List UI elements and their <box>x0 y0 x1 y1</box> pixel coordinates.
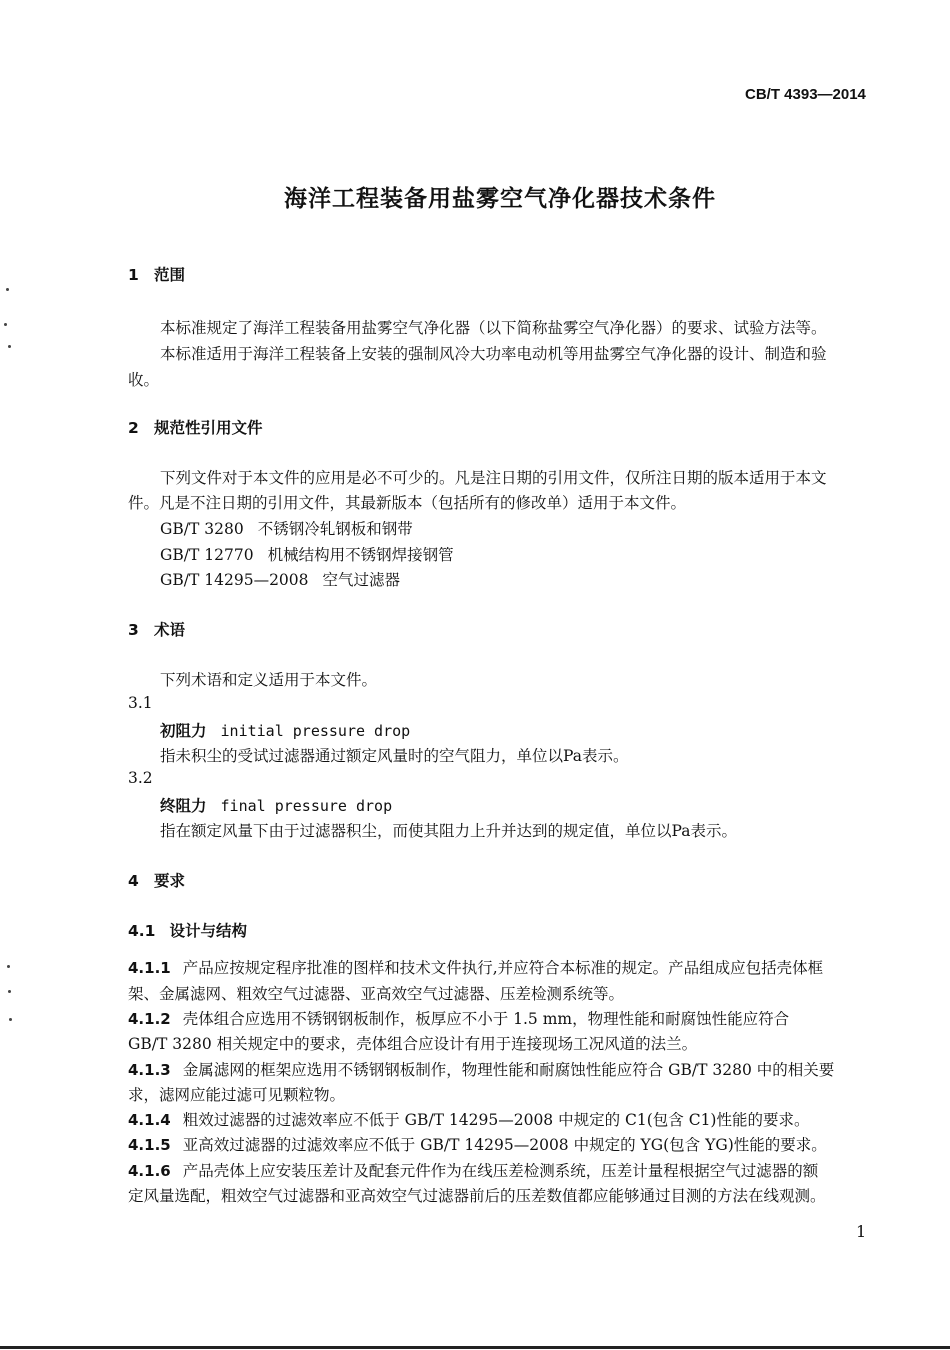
refs-intro-line-1: 下列文件对于本文件的应用是必不可少的。凡是注日期的引用文件，仅所注日期的版本适用于本文 <box>160 469 827 487</box>
reference-item <box>160 568 400 590</box>
scope-paragraph-2-cont: 收。 <box>128 371 160 389</box>
clause-text: 金属滤网的框架应选用不锈钢钢板制作，物理性能和耐腐蚀性能应符合 GB/T 3280 中的相关要 <box>182 1061 835 1079</box>
standard-code: CB/T 4393—2014 <box>745 86 866 103</box>
clause-text: 粗效过滤器的过滤效率应不低于 GB/T 14295—2008 中规定的 C1(包含 C1)性能的要求。 <box>182 1111 810 1129</box>
section-4-heading <box>128 869 185 891</box>
clause-text: 产品应按规定程序批准的图样和技术文件执行,并应符合本标准的规定。产品组成应包括壳体框 <box>182 959 824 977</box>
clause-line <box>128 1133 827 1155</box>
clause-number: 4.1.4 <box>128 1111 171 1129</box>
section-number: 4 <box>128 872 139 890</box>
term-title <box>160 794 392 816</box>
term-definition: 指未积尘的受试过滤器通过额定风量时的空气阻力，单位以Pa表示。 <box>160 747 629 765</box>
clause-number: 4.1.1 <box>128 959 171 977</box>
reference-item <box>160 543 454 565</box>
clause-number: 4.1.2 <box>128 1010 171 1028</box>
clause-number: 4.1.3 <box>128 1061 171 1079</box>
clause-text: 壳体组合应选用不锈钢钢板制作，板厚应不小于 1.5 mm，物理性能和耐腐蚀性能应符合 <box>182 1010 790 1028</box>
term-chinese: 终阻力 <box>160 797 207 815</box>
clause-line <box>128 1007 789 1029</box>
section-number: 3 <box>128 621 139 639</box>
term-english: initial pressure drop <box>220 722 411 740</box>
term-title <box>160 719 410 741</box>
page-number: 1 <box>856 1222 867 1241</box>
scan-edge-line <box>0 1346 950 1349</box>
reference-name: 不锈钢冷轧钢板和钢带 <box>257 520 413 538</box>
scan-speck <box>9 1018 12 1021</box>
term-chinese: 初阻力 <box>160 722 207 740</box>
reference-code: GB/T 14295—2008 <box>160 571 309 589</box>
scan-speck <box>8 345 11 348</box>
reference-item <box>160 517 413 539</box>
section-1-heading <box>128 263 185 285</box>
refs-intro-line-2: 件。凡是不注日期的引用文件，其最新版本（包括所有的修改单）适用于本文件。 <box>128 494 687 512</box>
reference-code: GB/T 3280 <box>160 520 244 538</box>
clause-text: 产品壳体上应安装压差计及配套元件作为在线压差检测系统，压差计量程根据空气过滤器的额 <box>182 1162 819 1180</box>
section-title: 术语 <box>154 621 186 639</box>
terms-intro: 下列术语和定义适用于本文件。 <box>160 671 378 689</box>
reference-name: 机械结构用不锈钢焊接钢管 <box>267 546 454 564</box>
scan-speck <box>6 288 9 291</box>
reference-code: GB/T 12770 <box>160 546 254 564</box>
section-number: 1 <box>128 266 139 284</box>
term-number: 3.1 <box>128 694 153 712</box>
clause-line-cont: 架、金属滤网、粗效空气过滤器、亚高效空气过滤器、压差检测系统等。 <box>128 985 625 1003</box>
scan-speck <box>4 323 7 326</box>
section-title: 规范性引用文件 <box>154 419 263 437</box>
subsection-number: 4.1 <box>128 922 156 940</box>
document-title: 海洋工程装备用盐雾空气净化器技术条件 <box>284 186 716 212</box>
section-3-heading <box>128 618 185 640</box>
section-number: 2 <box>128 419 139 437</box>
section-2-heading <box>128 416 263 438</box>
clause-line <box>128 956 823 978</box>
term-english: final pressure drop <box>220 797 393 815</box>
term-number: 3.2 <box>128 769 153 787</box>
subsection-title: 设计与结构 <box>169 922 247 940</box>
section-title: 范围 <box>154 266 186 284</box>
clause-line-cont: 定风量选配，粗效空气过滤器和亚高效空气过滤器前后的压差数值都应能够通过目测的方法在线观测。 <box>128 1187 826 1205</box>
clause-line <box>128 1108 809 1130</box>
scan-speck <box>7 965 10 968</box>
clause-line <box>128 1058 834 1080</box>
reference-name: 空气过滤器 <box>322 571 401 589</box>
scan-speck <box>8 990 11 993</box>
clause-number: 4.1.5 <box>128 1136 171 1154</box>
subsection-4-1-heading <box>128 919 247 941</box>
clause-text: 亚高效过滤器的过滤效率应不低于 GB/T 14295—2008 中规定的 YG(包含 YG)性能的要求。 <box>182 1136 827 1154</box>
clause-line-cont: 求，滤网应能过滤可见颗粒物。 <box>128 1086 346 1104</box>
clause-line-cont: GB/T 3280 相关规定中的要求，壳体组合应设计有用于连接现场工况风道的法兰。 <box>128 1035 698 1053</box>
section-title: 要求 <box>154 872 186 890</box>
scope-paragraph-1: 本标准规定了海洋工程装备用盐雾空气净化器（以下简称盐雾空气净化器）的要求、试验方法等。 <box>160 319 827 337</box>
clause-line <box>128 1159 818 1181</box>
term-definition: 指在额定风量下由于过滤器积尘，而使其阻力上升并达到的规定值，单位以Pa表示。 <box>160 822 737 840</box>
scope-paragraph-2: 本标准适用于海洋工程装备上安装的强制风冷大功率电动机等用盐雾空气净化器的设计、制造和验 <box>160 345 827 363</box>
clause-number: 4.1.6 <box>128 1162 171 1180</box>
